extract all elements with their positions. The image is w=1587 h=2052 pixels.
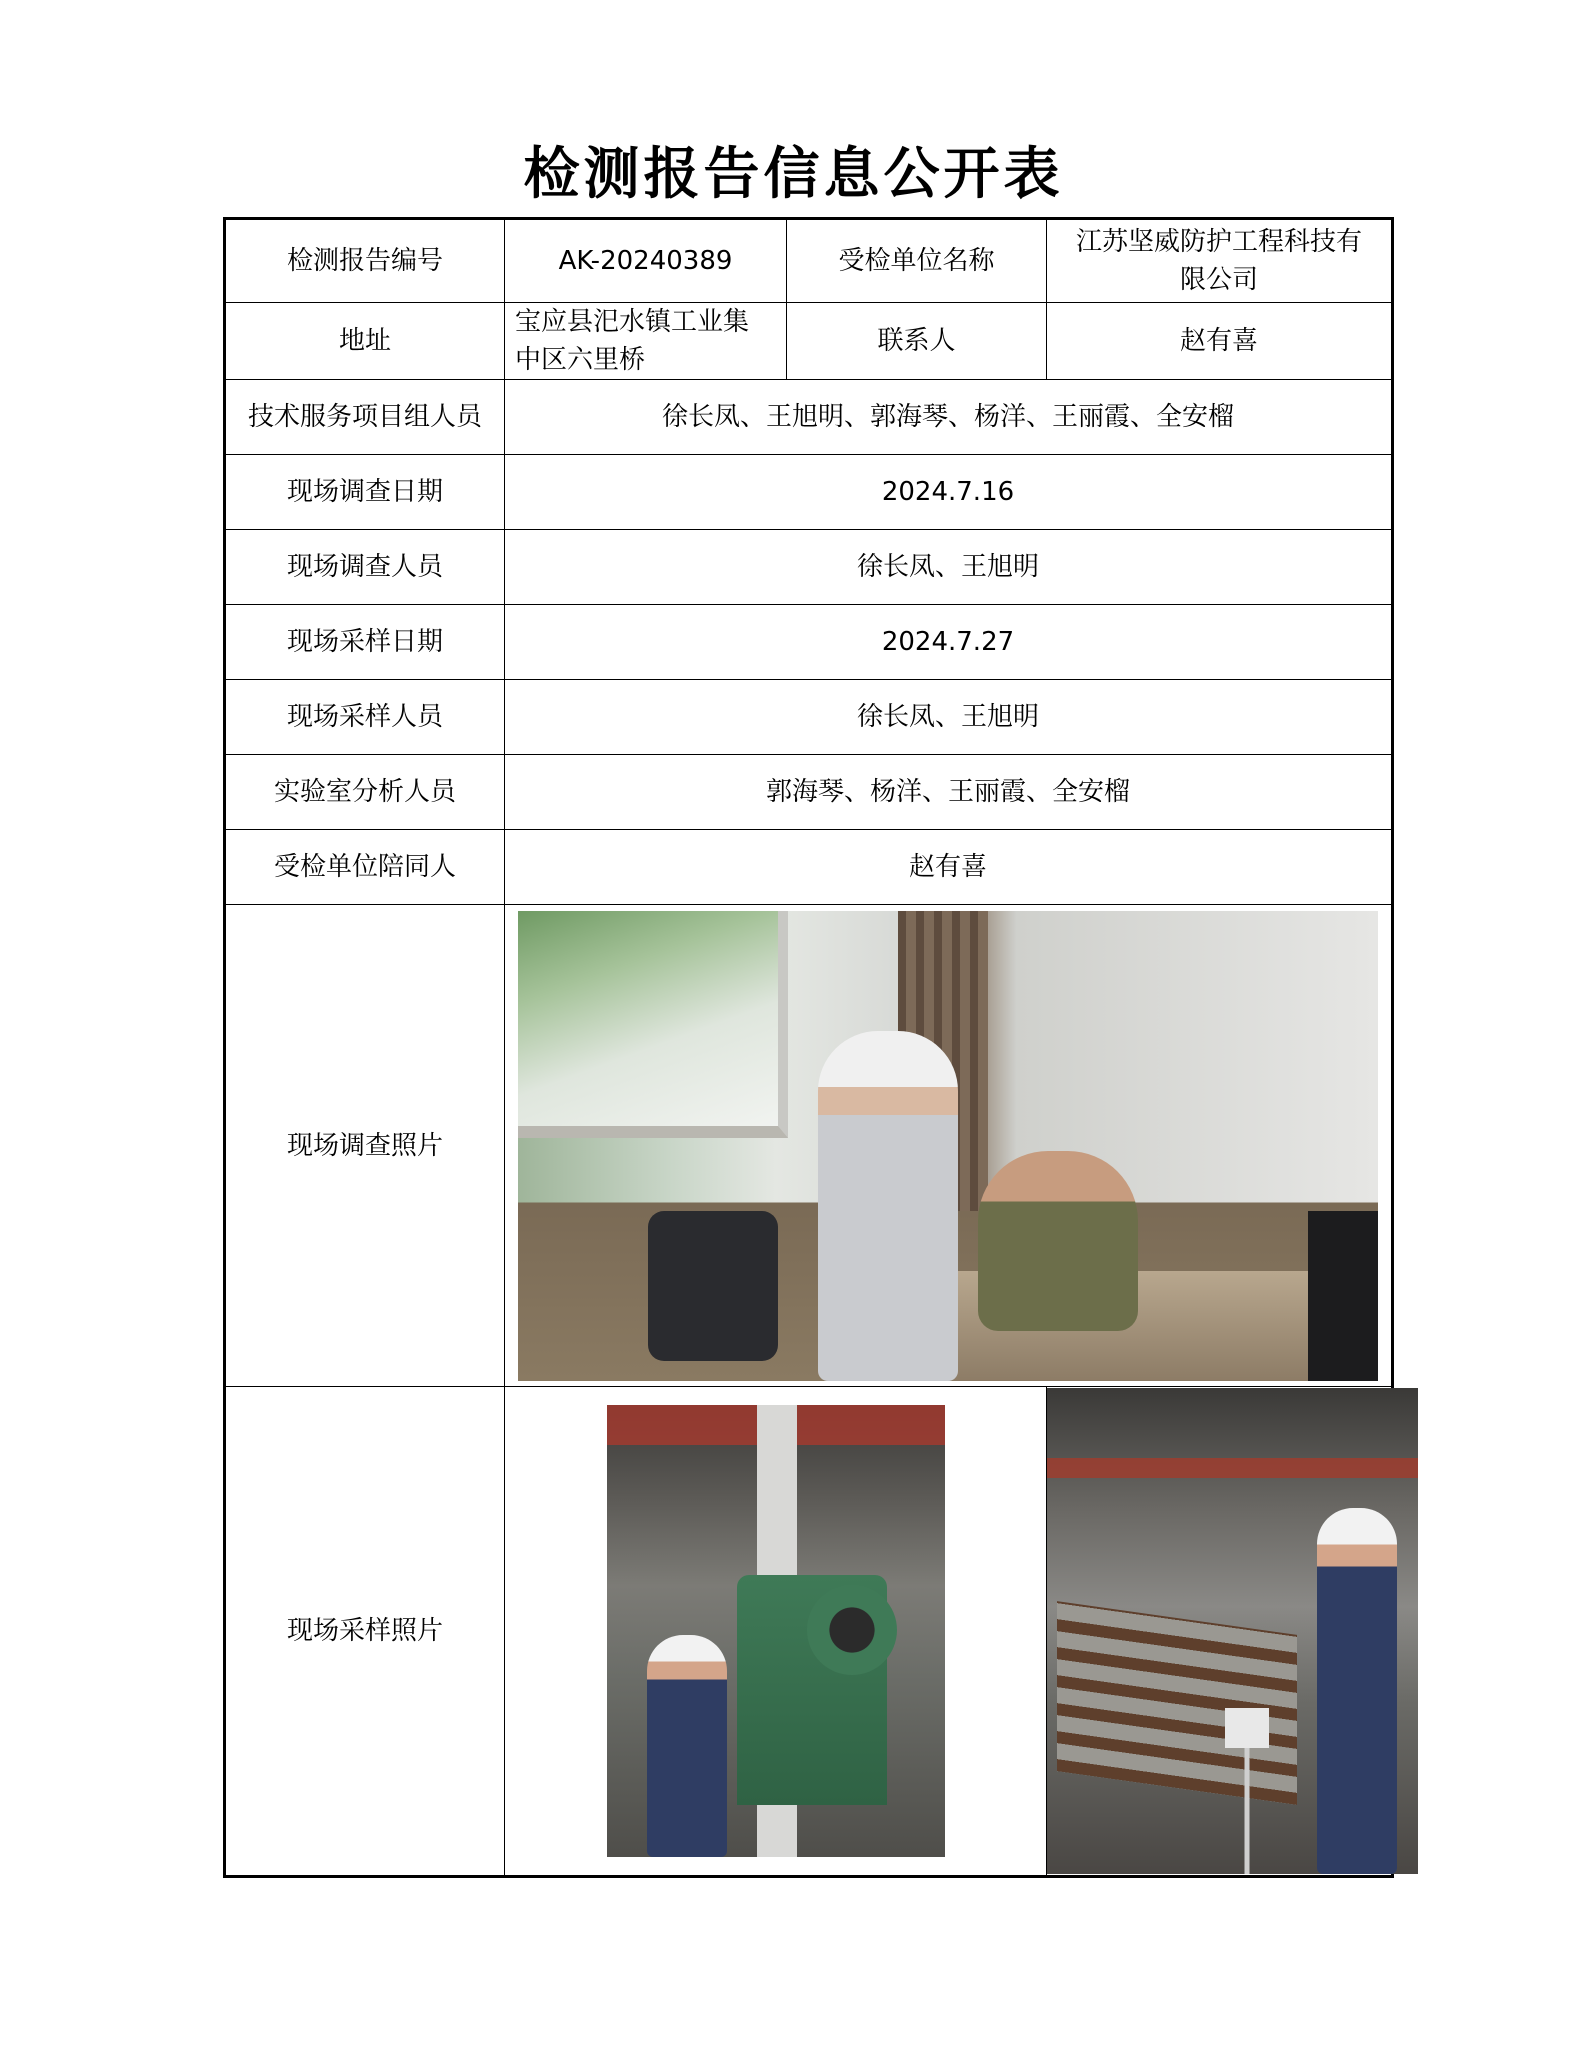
value-unit-name-line1: 江苏坚威防护工程科技有	[1075, 227, 1362, 257]
value-unit-name-line2: 限公司	[1179, 265, 1258, 295]
label-sample-photo: 现场采样照片	[225, 1387, 505, 1877]
value-survey-staff: 徐长凤、王旭明	[505, 530, 1393, 605]
value-report-no: AK-20240389	[505, 219, 787, 303]
photo-inspector	[647, 1635, 727, 1857]
photo-window	[518, 911, 788, 1138]
survey-photo	[518, 911, 1378, 1381]
row-address	[225, 303, 1393, 380]
row-survey-photo	[225, 905, 1393, 1387]
value-sample-date: 2024.7.27	[505, 605, 1393, 680]
value-survey-date: 2024.7.16	[505, 455, 1393, 530]
sample-photo-cell-1	[505, 1387, 1047, 1877]
sample-photo-2	[1047, 1388, 1418, 1874]
row-sample-staff	[225, 680, 1393, 755]
photo-monitor	[1308, 1211, 1378, 1381]
sample-photo-1	[607, 1405, 945, 1857]
value-address-line1: 宝应县汜水镇工业集	[515, 307, 750, 337]
photo-inspector	[818, 1031, 958, 1381]
value-sample-staff: 徐长凤、王旭明	[505, 680, 1393, 755]
row-report-no	[225, 219, 1393, 303]
label-survey-staff: 现场调查人员	[225, 530, 505, 605]
label-survey-photo: 现场调查照片	[225, 905, 505, 1387]
label-survey-date: 现场调查日期	[225, 455, 505, 530]
row-survey-staff	[225, 530, 1393, 605]
photo-flywheel	[807, 1585, 897, 1675]
report-table	[223, 217, 1394, 1878]
value-lab-staff: 郭海琴、杨洋、王丽霞、全安榴	[505, 755, 1393, 830]
label-companion: 受检单位陪同人	[225, 830, 505, 905]
value-companion: 赵有喜	[505, 830, 1393, 905]
row-sample-photo	[225, 1387, 1393, 1877]
label-sample-date: 现场采样日期	[225, 605, 505, 680]
row-companion	[225, 830, 1393, 905]
photo-meter	[1225, 1708, 1269, 1748]
survey-photo-cell	[505, 905, 1393, 1387]
label-lab-staff: 实验室分析人员	[225, 755, 505, 830]
value-contact: 赵有喜	[1047, 303, 1393, 380]
value-team: 徐长凤、王旭明、郭海琴、杨洋、王丽霞、全安榴	[505, 380, 1393, 455]
photo-staff-member	[978, 1151, 1138, 1331]
photo-inspector	[1317, 1508, 1397, 1874]
row-lab-staff	[225, 755, 1393, 830]
label-sample-staff: 现场采样人员	[225, 680, 505, 755]
label-unit-name: 受检单位名称	[787, 219, 1047, 303]
label-address: 地址	[225, 303, 505, 380]
value-address	[505, 303, 787, 380]
row-team	[225, 380, 1393, 455]
label-team: 技术服务项目组人员	[225, 380, 505, 455]
label-contact: 联系人	[787, 303, 1047, 380]
value-address-line2: 中区六里桥	[515, 345, 646, 375]
photo-chair	[648, 1211, 778, 1361]
photo-crane-beam	[1047, 1458, 1418, 1478]
row-sample-date	[225, 605, 1393, 680]
label-report-no: 检测报告编号	[225, 219, 505, 303]
page-title: 检测报告信息公开表	[523, 142, 1064, 207]
row-survey-date	[225, 455, 1393, 530]
value-unit-name	[1047, 219, 1393, 303]
sample-photo-cell-2	[1047, 1387, 1393, 1877]
photo-tripod	[1217, 1728, 1277, 1874]
